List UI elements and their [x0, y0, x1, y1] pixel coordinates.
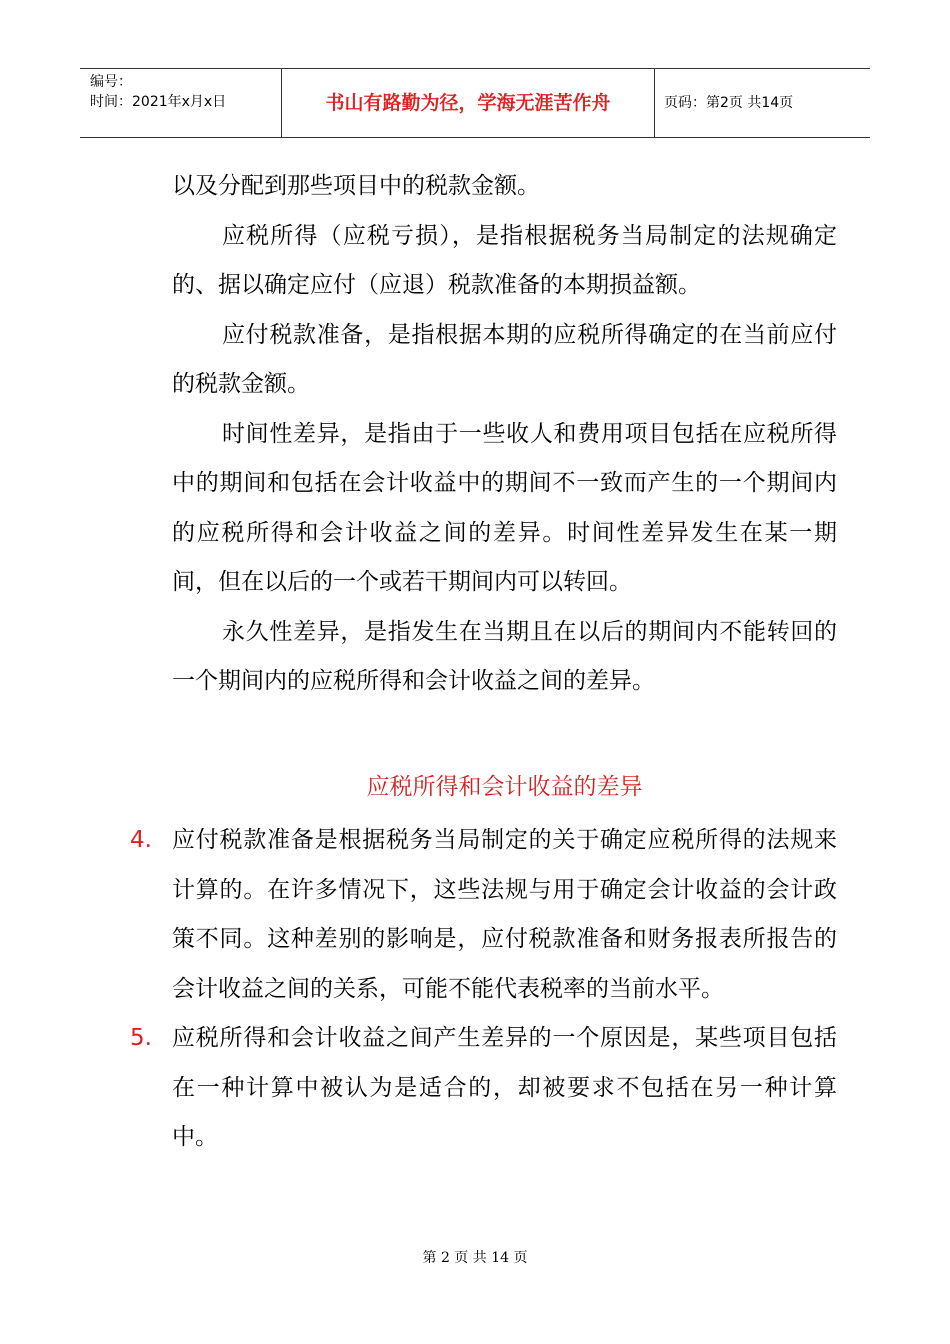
- page-footer: 第 2 页 共 14 页: [422, 1250, 528, 1266]
- header-meta: [90, 72, 226, 112]
- page-header: [80, 68, 870, 138]
- list-item-number: 4.: [130, 827, 152, 853]
- list-item: [130, 816, 837, 1014]
- document-body: [130, 162, 837, 1163]
- header-motto: 书山有路勤为径，学海无涯苦作舟: [325, 92, 611, 114]
- date-label: 时间：2021年x月x日: [90, 94, 227, 110]
- header-page-info: 页码：第2页 共14页: [664, 95, 794, 111]
- paragraph: 时间性差异，是指由于一些收人和费用项目包括在应税所得中的期间和包括在会计收益中的期间不一致而产生的一个期间内的应税所得和会计收益之间的差异。时间性差异发生在某一期间，但在以后的一个或若干期间内可以转回。: [172, 420, 837, 595]
- section-title: 应税所得和会计收益的差异: [366, 773, 643, 800]
- paragraph: 以及分配到那些项目中的税款金额。: [172, 173, 540, 199]
- list-item-number: 5.: [130, 1025, 152, 1051]
- header-divider: [654, 69, 655, 137]
- paragraph: 永久性差异，是指发生在当期且在以后的期间内不能转回的一个期间内的应税所得和会计收益之间的差异。: [172, 618, 837, 694]
- list-item-text: 应税所得和会计收益之间产生差异的一个原因是，某些项目包括在一种计算中被认为是适合的，却被要求不包括在另一种计算中。: [172, 1025, 837, 1150]
- paragraph: 应税所得（应税亏损），是指根据税务当局制定的法规确定的、据以确定应付（应退）税款准备的本期损益额。: [172, 222, 837, 298]
- number-label: 编号：: [90, 74, 132, 90]
- list-item-text: 应付税款准备是根据税务当局制定的关于确定应税所得的法规来计算的。在许多情况下，这些法规与用于确定会计收益的会计政策不同。这种差别的影响是，应付税款准备和财务报表所报告的会计收益之间的关系，可能不能代表税率的当前水平。: [172, 827, 837, 1002]
- paragraph: 应付税款准备，是指根据本期的应税所得确定的在当前应付的税款金额。: [172, 321, 837, 397]
- list-item: [130, 1014, 837, 1163]
